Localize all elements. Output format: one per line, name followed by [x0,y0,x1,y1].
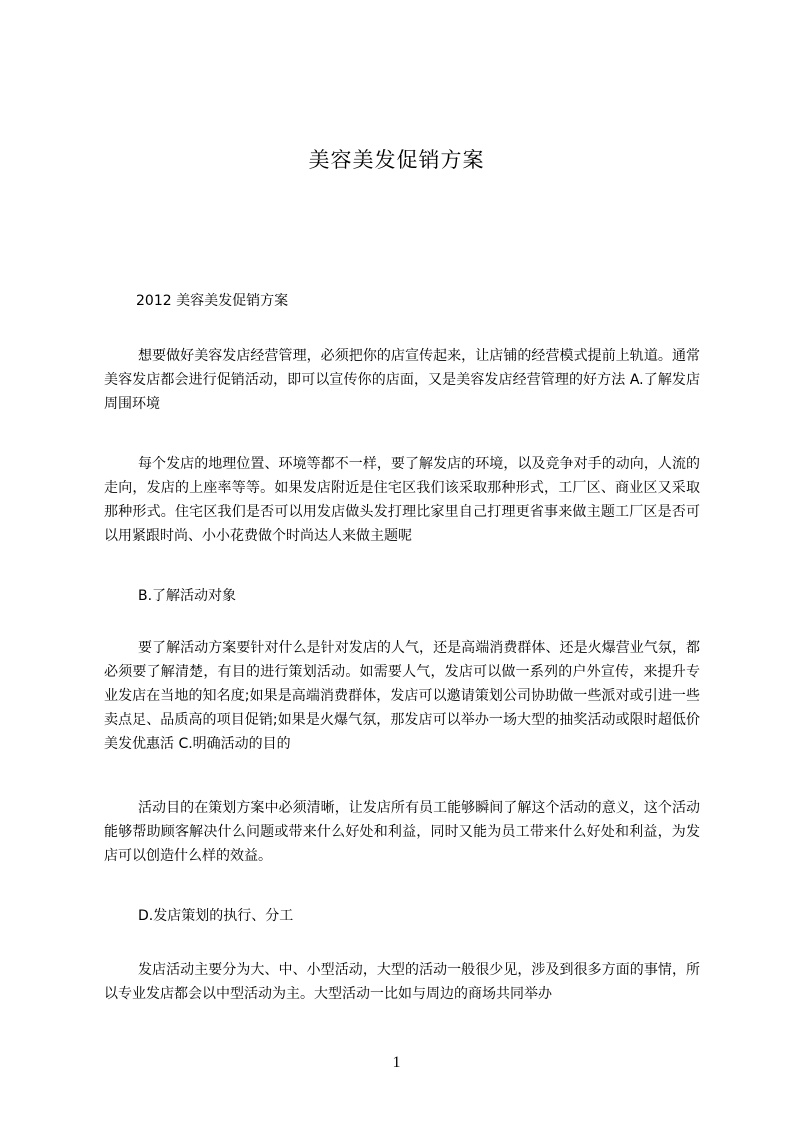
paragraph-target: 要了解活动方案要针对什么是针对发店的人气，还是高端消费群体、还是火爆营业气氛，都必须要了解清楚，有目的进行策划活动。如需要人气，发店可以做一系列的户外宣传，来提升专业发店在当地的知名度;如果是高端消费群体，发店可以邀请策划公司协助做一些派对或引进一些卖点足、品质高的项目促销;如果是火爆气氛，那发店可以举办一场大型的抽奖活动或限时超低价美发优惠活 C.明确活动的目的 [104,640,700,752]
paragraph-purpose: 活动目的在策划方案中必须清晰，让发店所有员工能够瞬间了解这个活动的意义，这个活动能够帮助顾客解决什么问题或带来什么好处和利益，同时又能为员工带来什么好处和利益，为发店可以创造什么样的效益。 [104,800,700,864]
document-title: 美容美发促销方案 [308,148,485,172]
page-number: 1 [392,1054,401,1071]
paragraph-intro: 想要做好美容发店经营管理，必须把你的店宣传起来，让店铺的经营模式提前上轨道。通常美容发店都会进行促销活动，即可以宣传你的店面，又是美容发店经营管理的好方法 A.了解发店周围环境 [104,348,700,412]
paragraph-environment: 每个发店的地理位置、环境等都不一样，要了解发店的环境，以及竞争对手的动向，人流的走向，发店的上座率等等。如果发店附近是住宅区我们该采取那种形式，工厂区、商业区又采取那种形式。住宅区我们是否可以用发店做头发打理比家里自己打理更省事来做主题工厂区是否可以用紧跟时尚、小小花费做个时尚达人来做主题呢 [104,456,700,544]
section-heading-d: D.发店策划的执行、分工 [138,908,294,924]
paragraph-execution: 发店活动主要分为大、中、小型活动，大型的活动一般很少见，涉及到很多方面的事情，所以专业发店都会以中型活动为主。大型活动一比如与周边的商场共同举办 [104,962,700,1002]
document-subtitle: 2012 美容美发促销方案 [136,293,289,309]
section-heading-b: B.了解活动对象 [138,588,237,604]
